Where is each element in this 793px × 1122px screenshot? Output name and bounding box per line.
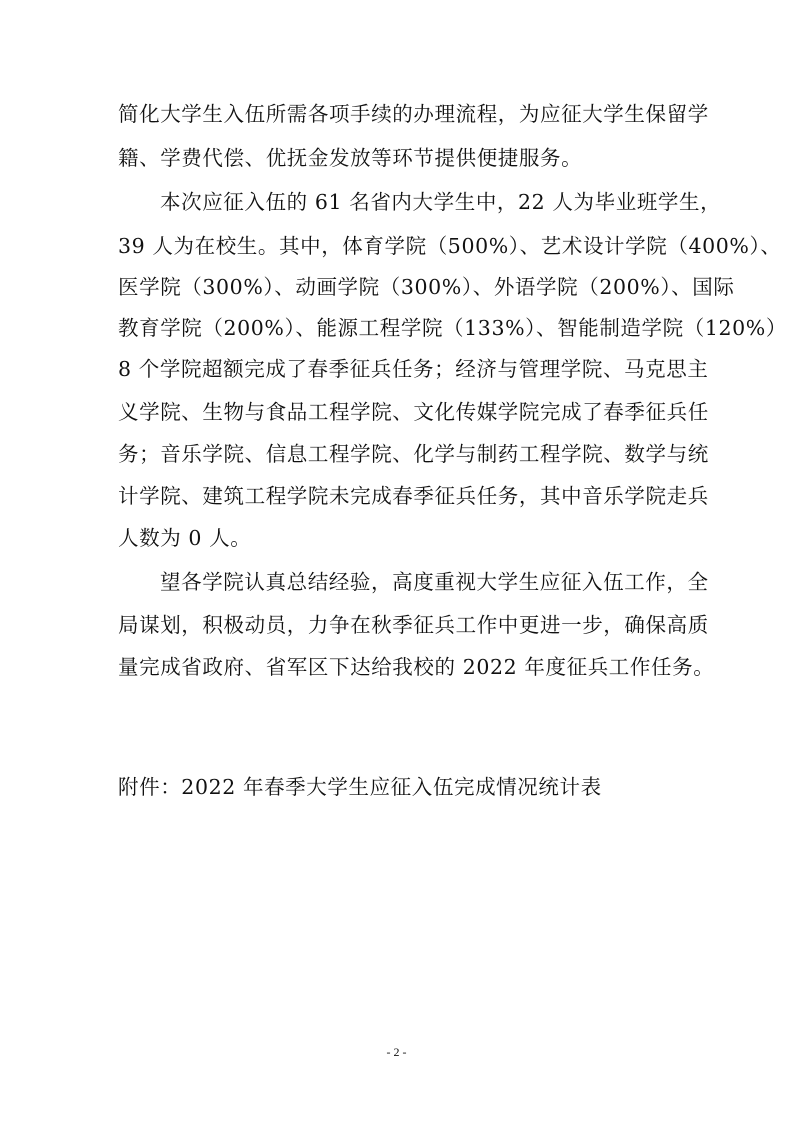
body-text-line: 人数为 0 人。 (118, 526, 252, 550)
body-text-line: 务；音乐学院、信息工程学院、化学与制药工程学院、数学与统 (118, 442, 709, 466)
body-text-line: 医学院（300%）、动画学院（300%）、外语学院（200%）、国际 (118, 275, 735, 299)
body-text-line: 教育学院（200%）、能源工程学院（133%）、智能制造学院（120%） (118, 316, 787, 340)
page-number: - 2 - (386, 1045, 407, 1059)
body-text-line: 籍、学费代偿、优抚金发放等环节提供便捷服务。 (118, 146, 583, 170)
body-text-line: 局谋划，积极动员，力争在秋季征兵工作中更进一步，确保高质 (118, 613, 709, 637)
body-text-line: 39 人为在校生。其中，体育学院（500%）、艺术设计学院（400%）、 (118, 234, 782, 258)
paragraph-first-line: 本次应征入伍的 61 名省内大学生中，22 人为毕业班学生， (160, 190, 722, 214)
body-text-line: 计学院、建筑工程学院未完成春季征兵任务，其中音乐学院走兵 (118, 484, 709, 508)
body-text-line: 量完成省政府、省军区下达给我校的 2022 年度征兵工作任务。 (118, 655, 715, 679)
body-text-line: 义学院、生物与食品工程学院、文化传媒学院完成了春季征兵任 (118, 400, 709, 424)
paragraph-first-line: 望各学院认真总结经验，高度重视大学生应征入伍工作，全 (160, 570, 709, 594)
body-text-line: 简化大学生入伍所需各项手续的办理流程，为应征大学生保留学 (118, 102, 709, 126)
body-text-line: 8 个学院超额完成了春季征兵任务；经济与管理学院、马克思主 (118, 357, 709, 381)
attachment-note: 附件：2022 年春季大学生应征入伍完成情况统计表 (118, 775, 602, 799)
